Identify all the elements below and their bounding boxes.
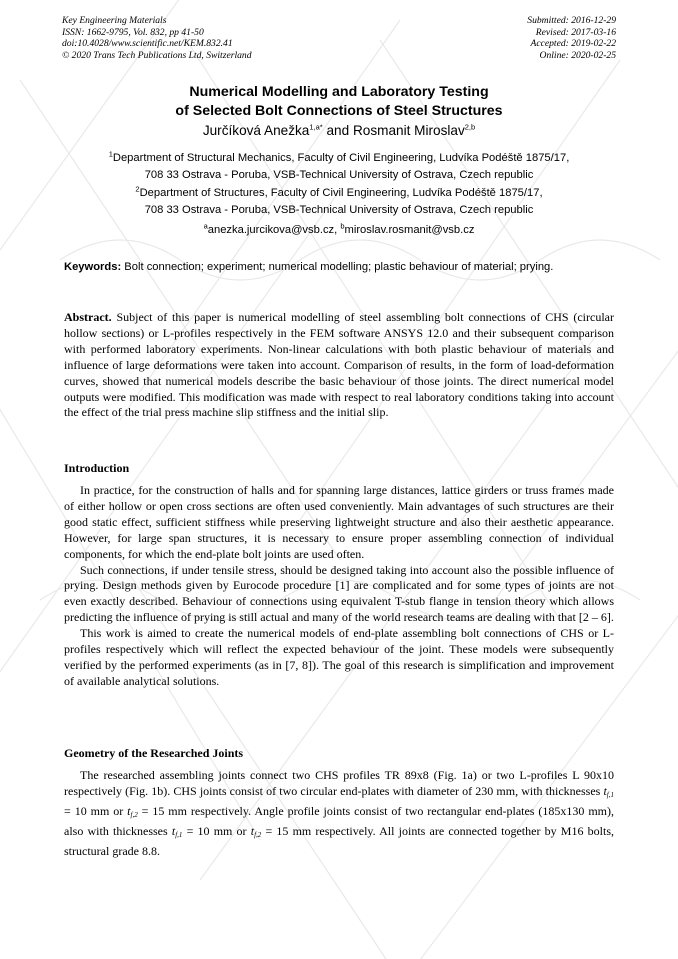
thickness-subscript-3: f,1	[175, 830, 183, 839]
geometry-text-d: = 10 mm or	[182, 823, 251, 838]
keywords	[64, 260, 614, 275]
copyright-line: © 2020 Trans Tech Publications Ltd, Switzerland	[62, 49, 252, 61]
introduction-paragraph-2: Such connections, if under tensile stress, should be designed taking into account also the possible influence of prying. Design methods given by Eurocode procedure [1] are complicated and for some types of joints are not even exactly described. Behaviour of connections using equivalent T-stub flange in tension theory which allows predicting the influence of prying is still actual and many of the world research teams are dealing with that [2 – 6].	[64, 562, 614, 625]
introduction-paragraph-3: This work is aimed to create the numerical models of end-plate assembling bolt connections of CHS or L-profiles respectively which will reflect the expected behaviour of the joint. These models were subsequently verified by the performed experiments (as in [7, 8]). The goal of this research is simplification and improvement of available analytical solutions.	[64, 626, 614, 688]
revised-date: Revised: 2017-03-16	[535, 26, 616, 38]
title-line-2: of Selected Bolt Connections of Steel Structures	[175, 102, 503, 119]
abstract-text: Subject of this paper is numerical modelling of steel assembling bolt connections of CHS (circular hollow sections) or L-profiles respectively in the FEM software ANSYS 12.0 and their subsequent comparison with performed laboratory experiments. Non-linear calculations with both plastic behaviour of materials and influence of large deformations were taken into account. Comparison of results, in the form of load-deformation curves, showed that numerical models describe the basic behaviour of those joints. The direct numerical model outputs were modified. This modification was made with respect to real laboratory conditions taking into account the effect of the trial press machine slip stiffness and the initial slip.	[64, 310, 614, 420]
author-2-superscript: 2,b	[464, 122, 476, 132]
geometry-heading: Geometry of the Researched Joints	[64, 746, 244, 760]
header-dates	[527, 15, 616, 61]
affiliation-2	[0, 185, 678, 218]
geometry-body	[64, 768, 614, 860]
online-date: Online: 2020-02-25	[539, 49, 616, 61]
affiliation-1-line-2: 708 33 Ostrava - Poruba, VSB-Technical University of Ostrava, Czech republic	[144, 168, 534, 181]
introduction-heading: Introduction	[64, 461, 130, 475]
title-line-1: Numerical Modelling and Laboratory Testing	[189, 84, 489, 100]
abstract-label: Abstract.	[64, 310, 112, 324]
thickness-subscript-1: f,1	[606, 790, 614, 799]
accepted-date: Accepted: 2019-02-22	[530, 38, 616, 49]
introduction-body	[64, 483, 614, 690]
issn-line: ISSN: 1662-9795, Vol. 832, pp 41-50	[62, 26, 204, 38]
keywords-text: Bolt connection; experiment; numerical modelling; plastic behaviour of material; prying.	[121, 261, 554, 273]
author-1: Jurčíková Anežka	[202, 123, 310, 138]
introduction-paragraph-1: In practice, for the construction of halls and for spanning large distances, lattice girders or truss frames made of either hollow or open cross sections are often used conveniently. Main advantages of such structures are their good static effect, sufficient stiffness while preserving lightweight structure and also their aesthetic appearance. However, for large span structures, it is necessary to ensure proper assembling connection of individual components, for which the end-plate bolt joints are used often.	[64, 483, 614, 561]
abstract	[64, 310, 614, 421]
email-a-marker: a	[203, 221, 208, 231]
geometry-text-b: = 10 mm or	[64, 803, 128, 818]
email-line	[0, 222, 678, 239]
thickness-symbol-1: t	[603, 783, 607, 798]
affiliation-1	[0, 150, 678, 183]
author-2: Rosmanit Miroslav	[352, 123, 465, 138]
keywords-label: Keywords:	[64, 261, 122, 273]
doi-line: doi:10.4028/www.scientific.net/KEM.832.41	[62, 38, 233, 49]
email-author-2[interactable]: miroslav.rosmanit@vsb.cz	[344, 224, 475, 236]
geometry-text-a: The researched assembling joints connect two CHS profiles TR 89x8 (Fig. 1a) or two L-profiles L 90x10 respectively (Fig. 1b). CHS joints consist of two circular end-plates with diameter of 230 mm, with thicknesses	[64, 768, 614, 798]
affiliation-1-marker: 1	[108, 149, 113, 159]
thickness-symbol-2: t	[127, 803, 131, 818]
geometry-paragraph-1	[64, 768, 614, 860]
author-1-superscript: 1,a*	[309, 122, 323, 132]
header-publication-info	[62, 15, 252, 61]
geometry-text-c: = 15 mm respectively. Angle profile joints consist of two rectangular end-plates (185x130 mm), also with thicknesses	[64, 803, 615, 838]
affiliation-2-line-1: Department of Structures, Faculty of Civil Engineering, Ludvíka Podéště 1875/17,	[139, 187, 543, 199]
author-conjunction: and	[322, 123, 353, 138]
thickness-subscript-4: f,2	[254, 830, 262, 839]
submitted-date: Submitted: 2016-12-29	[527, 15, 616, 26]
email-b-marker: b	[340, 221, 345, 231]
author-list	[0, 122, 678, 139]
affiliation-1-line-1: Department of Structural Mechanics, Faculty of Civil Engineering, Ludvíka Podéště 1875/17,	[112, 152, 570, 164]
thickness-subscript-2: f,2	[130, 810, 138, 819]
thickness-symbol-3: t	[171, 823, 176, 838]
geometry-text-e: = 15 mm respectively. All joints are connected together by M16 bolts, structural grade 8.8.	[64, 823, 614, 858]
affiliation-2-line-2: 708 33 Ostrava - Poruba, VSB-Technical University of Ostrava, Czech republic	[144, 203, 534, 216]
journal-name: Key Engineering Materials	[62, 15, 167, 26]
paper-title	[0, 83, 678, 120]
email-author-1[interactable]: anezka.jurcikova@vsb.cz,	[207, 224, 341, 236]
thickness-symbol-4: t	[250, 823, 255, 838]
affiliation-2-marker: 2	[135, 184, 140, 194]
